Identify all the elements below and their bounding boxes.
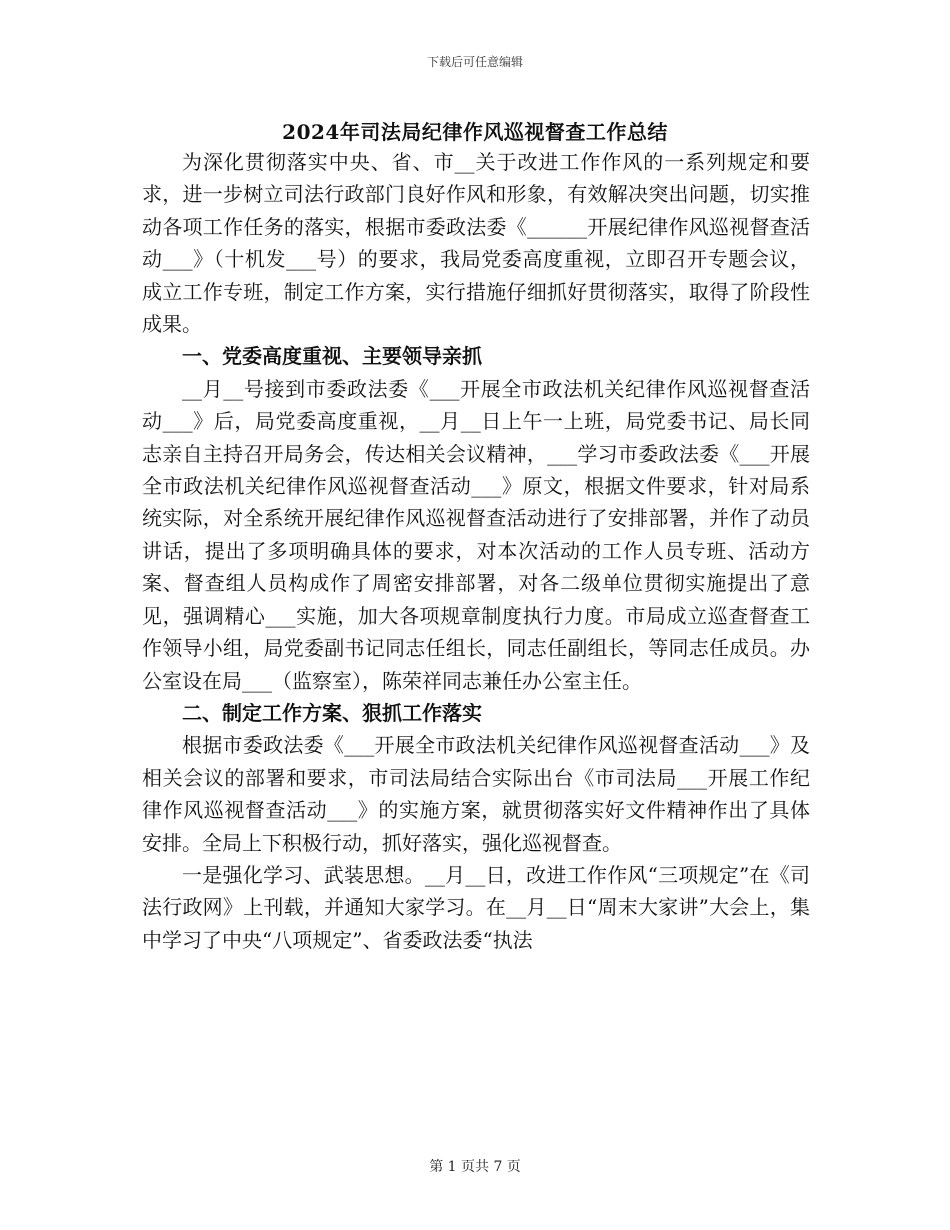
paragraph-study: 一是强化学习、武装思想。__月__日，改进工作作风“三项规定”在《司法行政网》上刊载，并通知大家学习。在__月__日“周末大家讲”大会上，集中学习了中央“八项规定”、省委政法委“执法 [142, 862, 810, 952]
page-header-note: 下载后可任意编辑 [426, 55, 523, 69]
section-heading-1: 一、党委高度重视、主要领导亲抓 [182, 344, 482, 369]
paragraph-section-2: 根据市委政法委《___开展全市政法机关纪律作风巡视督查活动___》及相关会议的部署和要求，市司法局结合实际出台《市司法局___开展工作纪律作风巡视督查活动___》的实施方案，就贯彻落实好文件精神作出了具体安排。全局上下积极行动，抓好落实，强化巡视督查。 [142, 733, 810, 855]
document-title: 2024年司法局纪律作风巡视督查工作总结 [282, 120, 668, 144]
paragraph-section-1: __月__号接到市委政法委《___开展全市政法机关纪律作风巡视督查活动___》后，局党委高度重视，__月__日上午一上班，局党委书记、局长同志亲自主持召开局务会，传达相关会议精神，___学习市委政法委《___开展全市政法机关纪律作风巡视督查活动___》原文，根据文件要求，针对局系统实际，对全系统开展纪律作风巡视督查活动进行了安排部署，并作了动员讲话，提出了多项明确具体的要求，对本次活动的工作人员专班、活动方案、督查组人员构成作了周密安排部署，对各二级单位贯彻实施提出了意见，强调精心___实施，加大各项规章制度执行力度。市局成立巡查督查工作领导小组，局党委副书记同志任组长，同志任副组长，等同志任成员。办公室设在局___（监察室），陈荣祥同志兼任办公室主任。 [142, 376, 810, 693]
document-body [142, 146, 810, 956]
page-number: 第 1 页共 7 页 [429, 1159, 521, 1175]
paragraph-intro: 为深化贯彻落实中央、省、市__关于改进工作作风的一系列规定和要求，进一步树立司法行政部门良好作风和形象，有效解决突出问题，切实推动各项工作任务的落实，根据市委政法委《______开展纪律作风巡视督查活动___》（十机发___号）的要求，我局党委高度重视，立即召开专题会议，成立工作专班，制定工作方案，实行措施仔细抓好贯彻落实，取得了阶段性成果。 [142, 150, 810, 337]
section-heading-2: 二、制定工作方案、狠抓工作落实 [182, 700, 482, 725]
